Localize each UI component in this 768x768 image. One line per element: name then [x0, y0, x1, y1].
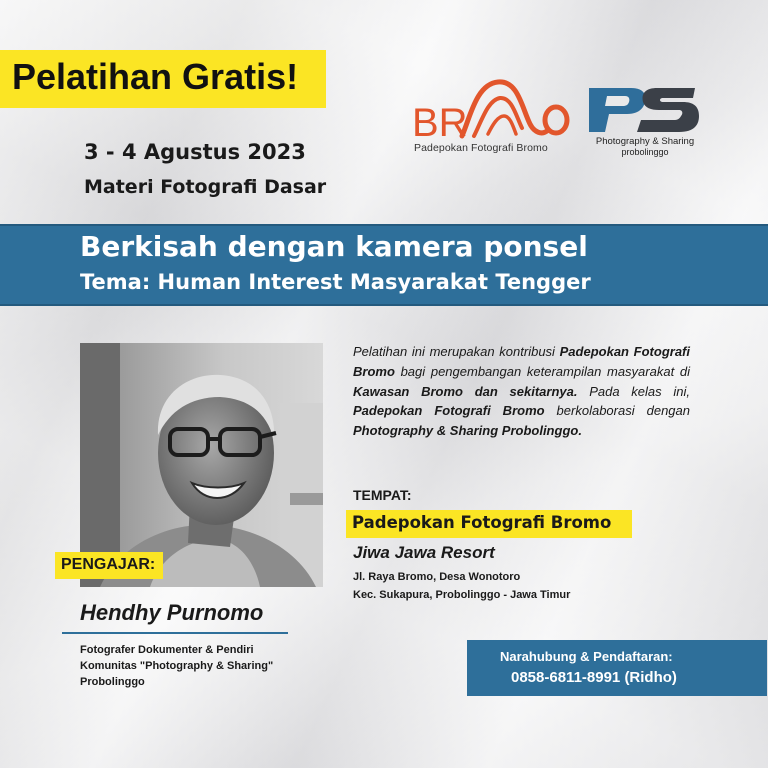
- badge-text: Pelatihan Gratis!: [12, 56, 299, 97]
- contact-phone: 0858-6811-8991 (Ridho): [511, 669, 677, 686]
- contact-box: [467, 640, 767, 696]
- banner-title: Berkisah dengan kamera ponsel: [80, 230, 588, 263]
- venue-address-line-1: Jl. Raya Bromo, Desa Wonotoro: [353, 571, 521, 583]
- title-banner: [0, 224, 768, 306]
- bromo-logo-icon: [410, 78, 570, 142]
- name-divider: [62, 632, 288, 634]
- venue-name-highlight: [346, 510, 632, 538]
- title-badge: [0, 50, 326, 108]
- venue-address-line-2: Kec. Sukapura, Probolinggo - Jawa Timur: [353, 589, 571, 601]
- venue-address: [353, 568, 570, 604]
- instructor-label-text: PENGAJAR:: [61, 556, 156, 573]
- venue-resort: Jiwa Jawa Resort: [353, 543, 495, 562]
- instructor-name: Hendhy Purnomo: [80, 600, 264, 625]
- instructor-photo: [80, 343, 323, 587]
- banner-subtitle: Tema: Human Interest Masyarakat Tengger: [80, 270, 591, 294]
- venue-name: Padepokan Fotografi Bromo: [352, 513, 612, 532]
- instructor-role: Fotografer Dokumenter & Pendiri Komunitas "Photography & Sharing" Probolinggo: [80, 644, 274, 688]
- bromo-logo: [410, 78, 570, 160]
- instructor-label: [55, 552, 163, 579]
- ps-caption-1: Photography & Sharing: [595, 136, 695, 147]
- venue-label: TEMPAT:: [353, 487, 412, 503]
- event-subject: Materi Fotografi Dasar: [84, 176, 327, 198]
- contact-label: Narahubung & Pendaftaran:: [500, 649, 673, 664]
- ps-caption-2: probolinggo: [621, 147, 669, 157]
- ps-logo-icon: [585, 84, 705, 136]
- bromo-wordmark: BR: [412, 101, 468, 142]
- ps-logo: [585, 84, 705, 164]
- bromo-caption: Padepokan Fotografi Bromo: [414, 142, 548, 154]
- event-description: Pelatihan ini merupakan kontribusi Padepokan Fotografi Bromo bagi pengembangan keterampilan masyarakat di Kawasan Bromo dan sekitarnya. Pada kelas ini, Padepokan Fotografi Bromo berkolaborasi dengan Photography & Sharing Probolinggo.: [353, 344, 691, 439]
- event-date: 3 - 4 Agustus 2023: [84, 140, 306, 164]
